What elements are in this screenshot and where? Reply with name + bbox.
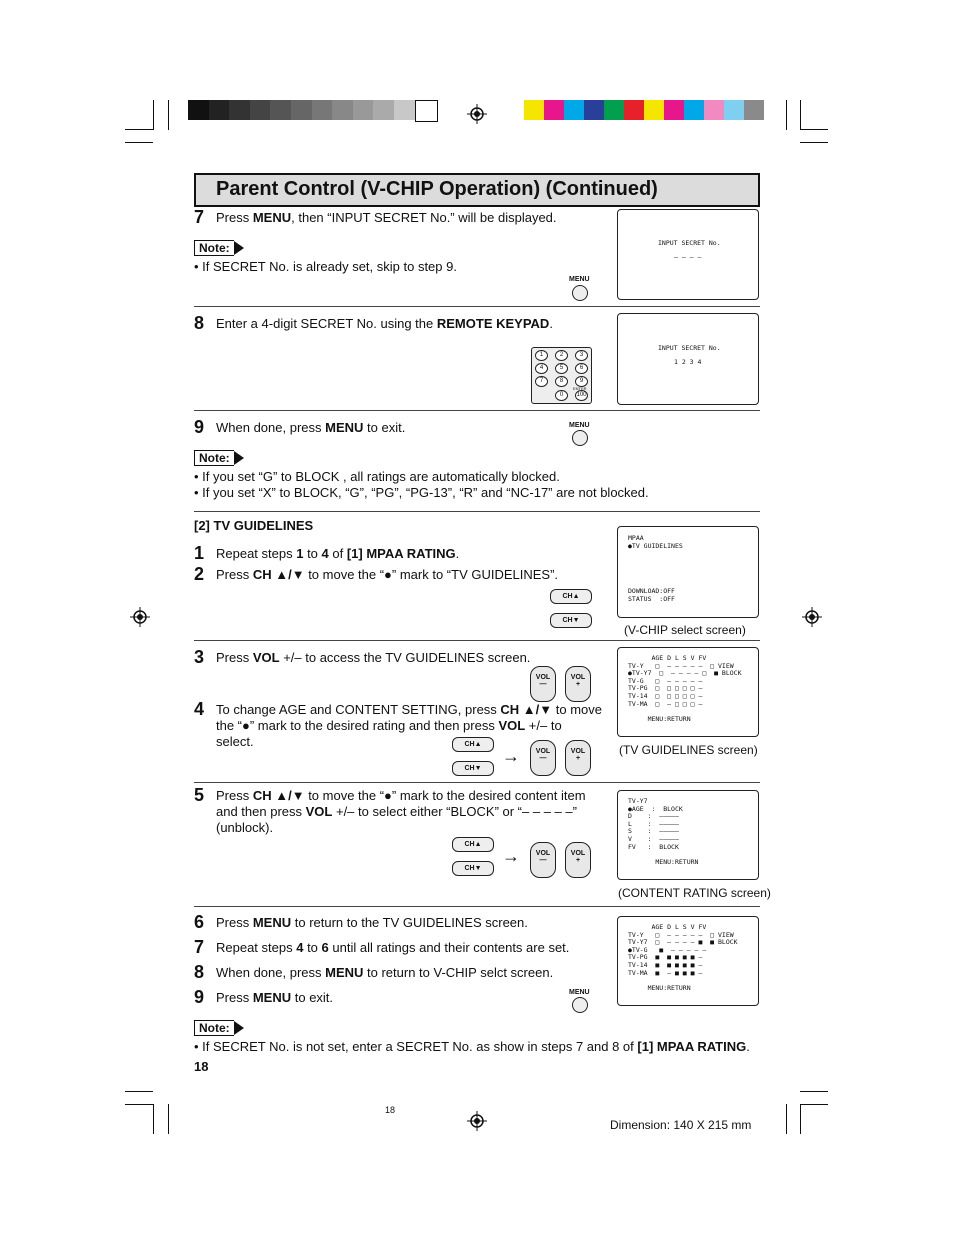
screen-line: ●TV-G ■ – – – – – <box>628 945 707 954</box>
keypad-key[interactable]: 7 <box>535 376 548 387</box>
crop-mark <box>168 100 169 130</box>
gray-swatch <box>373 100 394 120</box>
gray-swatch <box>332 100 353 120</box>
menu-button-label: MENU <box>569 989 590 996</box>
tv-screen-tv-guidelines-set <box>617 916 759 1006</box>
screen-line: TV-MA ■ – ■ ■ ■ – <box>628 968 703 977</box>
screen-line: ●AGE : BLOCK <box>628 804 683 813</box>
crop-mark <box>800 1091 828 1092</box>
gray-swatch <box>250 100 271 120</box>
step-text: Repeat steps 4 to 6 until all ratings and their contents are set. <box>216 940 570 955</box>
gray-swatch <box>229 100 250 120</box>
screen-line: DOWNLOAD:OFF <box>628 587 675 596</box>
vol-plus-button[interactable]: VOL + <box>565 740 591 776</box>
screen-line: AGE D L S V FV <box>628 923 707 931</box>
color-swatch <box>604 100 624 120</box>
step-text: Press VOL +/– to access the TV GUIDELINES screen. <box>216 650 531 665</box>
step-text: and then press VOL +/– to select either “BLOCK” or “– – – – –” <box>216 804 577 819</box>
keypad-key[interactable]: 0 <box>555 390 568 401</box>
screen-line: TV-Y □ – – – – – □ VIEW <box>628 930 734 939</box>
page-title: Parent Control (V-CHIP Operation) (Continued) <box>216 178 658 200</box>
arrow-right-icon: → <box>502 846 520 866</box>
step-text: Press CH ▲/▼ to move the “●” mark to “TV GUIDELINES”. <box>216 567 559 582</box>
arrow-right-icon: → <box>502 746 520 766</box>
step-text: Enter a 4-digit SECRET No. using the REMOTE KEYPAD. <box>216 316 553 331</box>
step-text: select. <box>216 734 254 749</box>
tv-screen-tv-guidelines <box>617 647 759 737</box>
registration-mark-icon <box>802 607 822 627</box>
menu-button-label: MENU <box>569 276 590 283</box>
color-swatch <box>684 100 704 120</box>
step-text: To change AGE and CONTENT SETTING, press CH ▲/▼ to move <box>216 702 603 717</box>
keypad-key[interactable]: 8 <box>555 376 568 387</box>
keypad-key[interactable]: 6 <box>575 363 588 374</box>
gray-swatch <box>188 100 209 120</box>
step-number: 8 <box>194 313 205 333</box>
step-text: Press CH ▲/▼ to move the “●” mark to the desired content item <box>216 788 586 803</box>
ch-up-button[interactable]: CH▲ <box>452 737 494 752</box>
screen-line: STATUS :OFF <box>628 594 675 603</box>
screen-line: MPAA <box>628 534 644 542</box>
note-label: Note: <box>194 240 234 256</box>
note-text: • If you set “G” to BLOCK , all ratings are automatically blocked. <box>194 469 560 484</box>
step-number: 2 <box>194 564 205 584</box>
screen-line: TV-Y □ – – – – – □ VIEW <box>628 661 734 670</box>
screen-caption: (TV GUIDELINES screen) <box>619 743 758 757</box>
screen-line: TV-Y7 □ – – – – ■ ■ BLOCK <box>628 938 738 947</box>
step-number: 5 <box>194 785 205 805</box>
keypad-key[interactable]: 3 <box>575 350 588 361</box>
divider <box>194 511 760 512</box>
note-text: • If SECRET No. is already set, skip to step 9. <box>194 259 457 274</box>
keypad-key[interactable]: 1 <box>535 350 548 361</box>
step-text: When done, press MENU to return to V-CHIP selct screen. <box>216 965 554 980</box>
crop-mark <box>800 129 828 130</box>
screen-line: INPUT SECRET No. <box>658 344 721 352</box>
gray-swatch <box>415 100 438 122</box>
step-text: Press MENU to return to the TV GUIDELINES screen. <box>216 915 528 930</box>
color-swatch <box>584 100 604 120</box>
ch-down-button[interactable]: CH▼ <box>452 861 494 876</box>
gray-swatch <box>209 100 230 120</box>
step-number: 9 <box>194 417 205 437</box>
tv-screen-input-secret-filled <box>617 313 759 405</box>
gray-swatch <box>312 100 333 120</box>
tv-screen-content-rating <box>617 790 759 880</box>
crop-mark <box>125 129 153 130</box>
registration-mark-icon <box>130 607 150 627</box>
gray-swatch <box>353 100 374 120</box>
screen-line: TV-Y7 <box>628 797 648 805</box>
crop-mark <box>800 100 801 130</box>
keypad-key[interactable]: 2 <box>555 350 568 361</box>
keypad-key[interactable]: 9 <box>575 376 588 387</box>
step-text: When done, press MENU to exit. <box>216 420 406 435</box>
keypad-key[interactable]: 4 <box>535 363 548 374</box>
vol-plus-button[interactable]: VOL + <box>565 666 591 702</box>
step-number: 6 <box>194 912 205 932</box>
divider <box>194 782 760 783</box>
color-swatch <box>724 100 744 120</box>
screen-line: – – – – <box>674 253 702 261</box>
menu-button-label: MENU <box>569 422 590 429</box>
screen-line: MENU:RETURN <box>628 983 691 992</box>
screen-line: INPUT SECRET No. <box>658 239 721 247</box>
step-number: 1 <box>194 543 205 563</box>
screen-line: ●TV-Y7 □ – – – – □ ■ BLOCK <box>628 669 742 678</box>
note-label: Note: <box>194 1020 234 1036</box>
dimension-text: Dimension: 140 X 215 mm <box>610 1118 752 1132</box>
crop-mark <box>786 100 787 130</box>
screen-line: AGE D L S V FV <box>628 654 707 662</box>
tv-screen-input-secret <box>617 209 759 300</box>
vol-plus-button[interactable]: VOL + <box>565 842 591 878</box>
screen-caption: (V-CHIP select screen) <box>624 623 746 637</box>
vol-minus-button[interactable]: VOL — <box>530 740 556 776</box>
menu-button[interactable] <box>572 285 588 301</box>
step-text: Repeat steps 1 to 4 of [1] MPAA RATING. <box>216 546 460 561</box>
registration-mark-icon <box>467 104 487 124</box>
step-text: (unblock). <box>216 820 274 835</box>
crop-mark <box>125 1104 153 1105</box>
divider <box>194 906 760 907</box>
screen-line: FV : BLOCK <box>628 842 679 851</box>
note-text: • If you set “X” to BLOCK, “G”, “PG”, “PG-13”, “R” and “NC-17” are not blocked. <box>194 485 649 500</box>
screen-line: S : ––––– <box>628 827 679 836</box>
note-label: Note: <box>194 450 234 466</box>
step-text: Press MENU to exit. <box>216 990 334 1005</box>
color-swatch <box>564 100 584 120</box>
crop-mark <box>125 142 153 143</box>
step-number: 7 <box>194 207 205 227</box>
screen-line: TV-G □ – – – – – <box>628 676 703 685</box>
screen-line: TV-14 □ □ □ □ □ – <box>628 692 703 700</box>
crop-mark <box>800 1104 801 1134</box>
remote-keypad <box>531 347 592 404</box>
section-heading: [2] TV GUIDELINES <box>194 518 314 533</box>
screen-line: D : ––––– <box>628 812 679 821</box>
step-number: 3 <box>194 647 205 667</box>
step-text: Press MENU, then “INPUT SECRET No.” will be displayed. <box>216 210 557 225</box>
step-number: 4 <box>194 699 205 719</box>
page-title-box <box>194 173 760 207</box>
small-page-number: 18 <box>385 1105 396 1115</box>
divider <box>194 640 760 641</box>
menu-button[interactable] <box>572 430 588 446</box>
vol-minus-button[interactable]: VOL — <box>530 842 556 878</box>
screen-line: MENU:RETURN <box>628 857 699 866</box>
gray-swatch <box>270 100 291 120</box>
keypad-key[interactable]: 5 <box>555 363 568 374</box>
crop-mark <box>800 142 828 143</box>
vol-minus-button[interactable]: VOL — <box>530 666 556 702</box>
color-swatch <box>624 100 644 120</box>
gray-swatch <box>291 100 312 120</box>
crop-mark <box>153 100 154 130</box>
note-text: • If SECRET No. is not set, enter a SECRET No. as show in steps 7 and 8 of [1] MPAA RATING. <box>194 1039 750 1054</box>
ch-down-button[interactable]: CH▼ <box>452 761 494 776</box>
crop-mark <box>786 1104 787 1134</box>
divider <box>194 410 760 411</box>
color-swatch <box>704 100 724 120</box>
divider <box>194 306 760 307</box>
page-number: 18 <box>194 1059 209 1074</box>
screen-line: V : ––––– <box>628 835 679 843</box>
step-number: 7 <box>194 937 205 957</box>
color-swatch <box>744 100 764 120</box>
screen-line: L : ––––– <box>628 819 679 828</box>
screen-line: TV-PG ■ ■ ■ ■ ■ – <box>628 953 703 962</box>
color-swatch <box>544 100 564 120</box>
ch-up-button[interactable]: CH▲ <box>452 837 494 852</box>
menu-button[interactable] <box>572 997 588 1013</box>
screen-line: MENU:RETURN <box>628 714 691 723</box>
screen-caption: (CONTENT RATING screen) <box>618 886 771 900</box>
color-swatch <box>524 100 544 120</box>
crop-mark <box>153 1104 154 1134</box>
color-swatch <box>664 100 684 120</box>
screen-line: 1 2 3 4 <box>674 358 702 366</box>
screen-line: ●TV GUIDELINES <box>628 541 683 550</box>
screen-line: TV-14 ■ ■ ■ ■ ■ – <box>628 961 703 969</box>
tv-screen-vchip-select <box>617 526 759 618</box>
screen-line: TV-PG □ □ □ □ □ – <box>628 684 703 693</box>
crop-mark <box>168 1104 169 1134</box>
enter-label: ENTER <box>573 386 587 391</box>
keypad-key[interactable]: 100 <box>575 390 588 401</box>
step-number: 8 <box>194 962 205 982</box>
color-swatch <box>644 100 664 120</box>
ch-up-button[interactable]: CH▲ <box>550 589 592 604</box>
crop-mark <box>800 1104 828 1105</box>
screen-line: TV-MA □ – □ □ □ – <box>628 699 703 708</box>
gray-swatch <box>394 100 415 120</box>
crop-mark <box>125 1091 153 1092</box>
step-number: 9 <box>194 987 205 1007</box>
step-text: the “●” mark to the desired rating and then press VOL +/– to <box>216 718 562 733</box>
registration-mark-icon <box>467 1111 487 1131</box>
ch-down-button[interactable]: CH▼ <box>550 613 592 628</box>
